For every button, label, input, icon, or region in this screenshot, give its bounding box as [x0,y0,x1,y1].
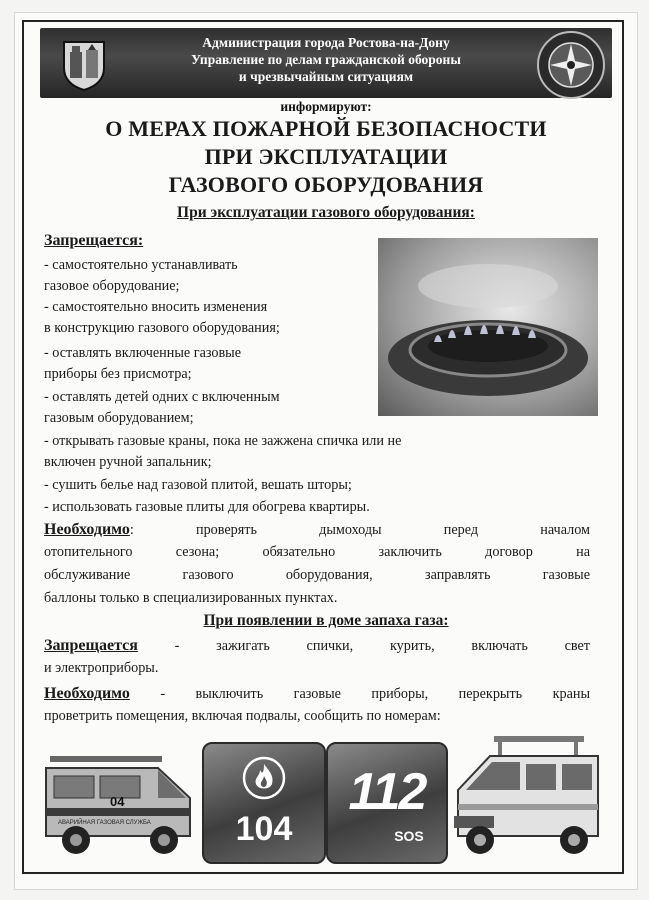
title-line-3: ГАЗОВОГО ОБОРУДОВАНИЯ [168,172,484,197]
section1-required-label: Необходимо [44,521,130,538]
burner-flame-icon [378,238,598,416]
emergency-number: 112 [348,763,426,821]
section2-forbidden-label: Запрещается [44,637,138,654]
fire-icon [242,756,286,800]
section2-heading: При появлении в доме запаха газа: [203,612,449,629]
header-banner [40,28,612,118]
section2-required-label: Необходимо [44,685,130,702]
required-line-1 [44,520,590,540]
forbidden-item-3a: - оставлять включенные газовые [44,345,242,361]
rescue-van-right [448,732,608,860]
required-line-4: баллоны только в специализированных пунктах. [44,590,338,606]
required-text-1: : проверять дымоходы перед началом [129,522,590,538]
required-line-2: отопительного сезона; обязательно заключить договор на [44,544,590,560]
header-inform: информируют: [280,99,372,114]
gas-burner-photo [378,238,598,416]
gas-forbidden-line-2: и электроприборы. [44,660,159,676]
forbidden-item-5b: включен ручной запальник; [44,454,212,470]
header-line-1: Администрация города Ростова-на-Дону [202,35,450,50]
gas-forbidden-text-1: - зажигать спички, курить, включать свет [137,638,590,654]
header-line-2: Управление по делам гражданской обороны [191,52,461,67]
mchs-emblem-icon [536,30,606,100]
gas-required-line-1 [44,684,590,704]
forbidden-item-2a: - самостоятельно вносить изменения [44,299,268,315]
forbidden-item-1b: газовое оборудование; [44,278,180,294]
forbidden-item-1a: - самостоятельно устанавливать [44,257,238,273]
gas-required-text-1: - выключить газовые приборы, перекрыть краны [129,686,590,702]
forbidden-item-4a: - оставлять детей одних с включенным [44,389,280,405]
van-side-text: АВАРИЙНАЯ ГАЗОВАЯ СЛУЖБА [58,820,151,826]
forbidden-item-7: - использовать газовые плиты для обогрева квартиры. [44,499,370,515]
fire-number-tile [202,742,326,864]
header-line-3: и чрезвычайным ситуациям [238,69,414,84]
forbidden-item-4b: газовым оборудованием; [44,410,194,426]
title-line-1: О МЕРАХ ПОЖАРНОЙ БЕЗОПАСНОСТИ [105,116,547,141]
gas-required-line-2: проветрить помещения, включая подвалы, сообщить по номерам: [44,708,441,724]
coat-of-arms-icon [60,38,108,92]
forbidden-item-3b: приборы без присмотра; [44,366,192,382]
section1-forbidden-label: Запрещается: [44,232,144,249]
section1-heading: При эксплуатации газового оборудования: [177,204,475,221]
fire-number: 104 [235,810,293,848]
required-line-3: обслуживание газового оборудования, заправлять газовые [44,567,590,583]
emergency-number-tile [326,742,448,864]
forbidden-item-2b: в конструкцию газового оборудования; [44,320,280,336]
sos-label: SOS [394,828,424,844]
forbidden-item-5a: - открывать газовые краны, пока не зажжена спичка или не [44,433,402,449]
gas-forbidden-line-1 [44,636,590,656]
title-line-2: ПРИ ЭКСПЛУАТАЦИИ [204,144,448,169]
forbidden-item-6: - сушить белье над газовой плитой, вешать шторы; [44,477,352,493]
gas-service-van-left [40,748,200,860]
van-number: 04 [110,794,125,809]
